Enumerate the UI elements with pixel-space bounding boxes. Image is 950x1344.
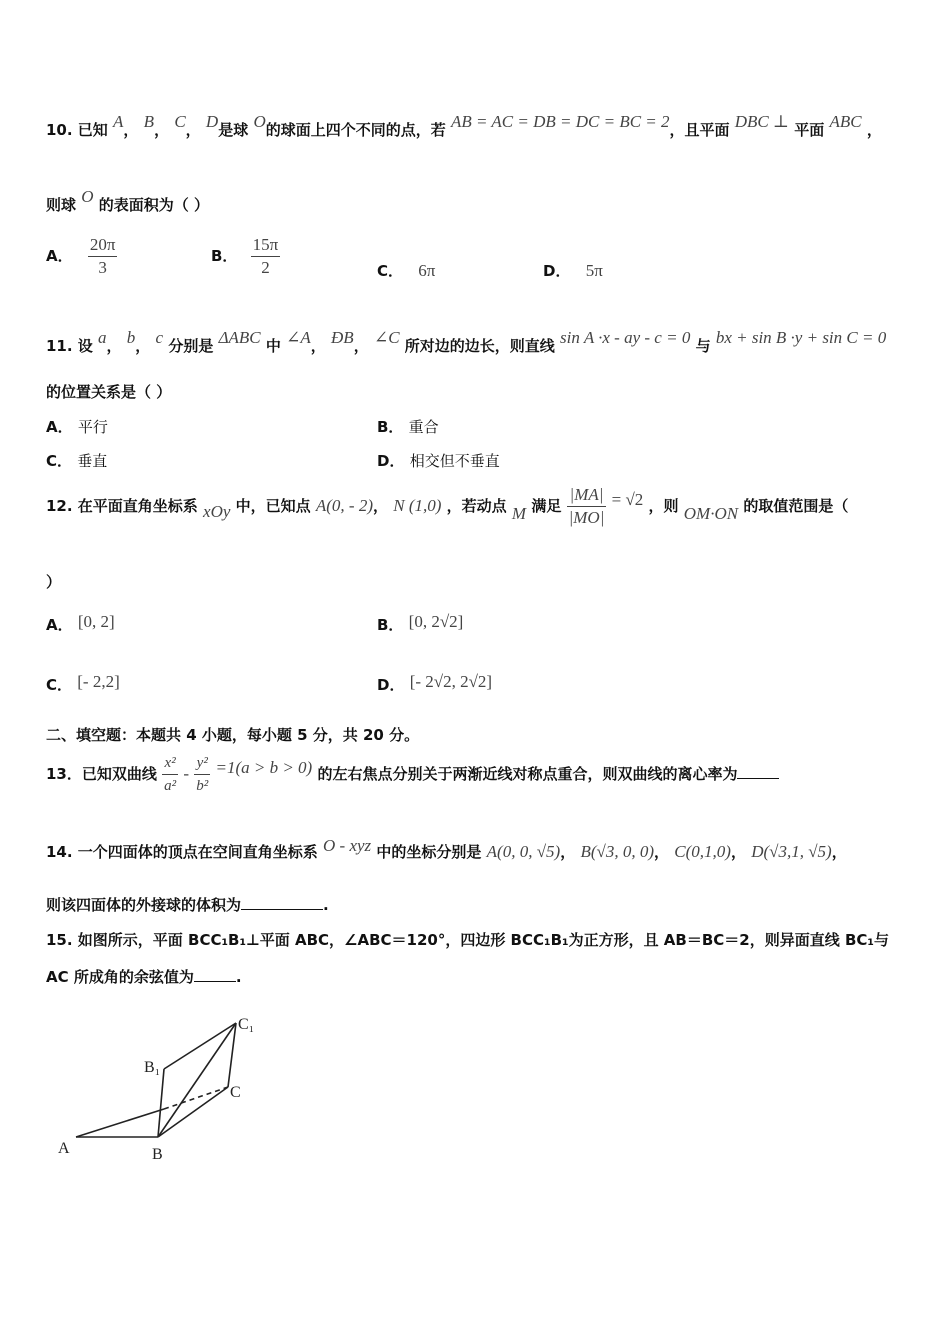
q11-line1: [46, 328, 886, 356]
q10-plane-dbc: DBC ⊥: [734, 112, 790, 131]
denominator: 2: [261, 258, 270, 277]
q10-equation: AB = AC = DB = DC = BC = 2: [450, 112, 670, 131]
angle-b: ÐB: [331, 328, 354, 347]
label-b1: B₁: [144, 1059, 161, 1076]
q10-text: 是球: [218, 121, 249, 139]
q10-text: ，: [866, 121, 882, 139]
denominator: |MO|: [568, 508, 605, 527]
option-value: 相交但不垂直: [409, 452, 500, 470]
q10-point-b: B: [143, 112, 155, 131]
q11-number: 11. 设: [46, 337, 93, 355]
comma: ，: [185, 121, 201, 139]
side-b: b: [126, 328, 136, 347]
option-label: B．: [211, 247, 238, 265]
q10-option-d[interactable]: [543, 260, 603, 281]
period: .: [235, 968, 242, 986]
option-value: 垂直: [77, 452, 108, 470]
point-d: D(√3,1, √5): [751, 842, 832, 861]
label-c1: C₁: [238, 1016, 255, 1033]
triangle-abc: ΔABC: [218, 328, 261, 347]
edge-bc1: [158, 1023, 236, 1137]
q15-text: AC 所成角的余弦值为: [46, 968, 194, 986]
q14-line1: [46, 836, 847, 862]
q15-answer-blank[interactable]: [194, 969, 236, 982]
q13-x-fraction: [162, 752, 178, 797]
minus-sign: -: [183, 764, 190, 783]
q11-option-d[interactable]: [377, 450, 500, 471]
q13-y-fraction: [194, 752, 210, 797]
side-a: a: [98, 328, 107, 347]
q11-line2: 的位置关系是（ ）: [46, 383, 172, 401]
q11-text: 与: [695, 337, 711, 355]
q12-line1: [46, 484, 848, 529]
option-value: 重合: [408, 418, 439, 436]
comma: ，: [654, 843, 670, 861]
comma: ，: [310, 337, 326, 355]
comma: ，: [106, 337, 122, 355]
q10-text: 的表面积为（ ）: [98, 196, 209, 214]
option-label: A．: [46, 616, 73, 634]
edge-ac-hidden: [164, 1087, 228, 1109]
q13-text: 的左右焦点分别关于两渐近线对称点重合，则双曲线的离心率为: [317, 765, 738, 783]
q12-text: 满足: [531, 497, 562, 515]
comma: ，: [831, 843, 847, 861]
q11-text: 分别是: [168, 337, 214, 355]
q12-equals-root2: = √2: [611, 490, 644, 509]
point-a: A(0, - 2): [315, 496, 374, 515]
denominator: 3: [98, 258, 107, 277]
numerator: |MA|: [567, 484, 607, 507]
q10-point-d: D: [205, 112, 219, 131]
q11-text: 中: [265, 337, 281, 355]
q10-point-c: C: [174, 112, 186, 131]
point-a: A(0, 0, √5): [486, 842, 561, 861]
q10-text: 的球面上四个不同的点，若: [265, 121, 446, 139]
label-a: A: [58, 1140, 70, 1157]
option-value: [0, 2√2]: [408, 612, 464, 631]
q14-line2: [46, 894, 329, 915]
comma: ，: [353, 337, 369, 355]
numerator: 20π: [88, 234, 118, 257]
option-value: 6π: [418, 261, 436, 280]
q12-line2: ）: [46, 573, 62, 591]
option-label: D．: [377, 452, 405, 470]
q10-number: 10. 已知: [46, 121, 108, 139]
q10-line2: [46, 187, 209, 215]
option-label: B．: [377, 418, 404, 436]
numerator: y²: [194, 752, 210, 775]
q12-option-d[interactable]: [377, 672, 492, 695]
option-label: D．: [377, 676, 405, 694]
q14-answer-blank[interactable]: [241, 897, 323, 910]
q15-line1: 15. 如图所示，平面 BCC₁B₁⊥平面 ABC，∠ABC＝120°，四边形 BCC₁B₁为正方形，且 AB＝BC＝2，则异面直线 BC₁与: [46, 931, 889, 949]
q12-option-a[interactable]: [46, 612, 115, 635]
angle-c: ∠C: [373, 328, 400, 347]
q10-sphere-o: O: [253, 112, 266, 131]
q12-text: ，若动点: [446, 497, 507, 515]
q12-ratio-fraction: [567, 484, 607, 529]
q12-text: 中，已知点: [235, 497, 311, 515]
q10-option-b-fraction: [251, 234, 281, 279]
edge-bb1: [158, 1069, 164, 1137]
q14-number: 14. 一个四面体的顶点在空间直角坐标系: [46, 843, 318, 861]
option-label: D．: [543, 262, 571, 280]
q14-text: 则该四面体的外接球的体积为: [46, 896, 242, 914]
q10-text: ，且平面: [669, 121, 730, 139]
label-c: C: [230, 1084, 241, 1101]
angle-a: ∠A: [286, 328, 311, 347]
q10-text: 则球: [46, 196, 77, 214]
q10-plane-abc: ABC: [829, 112, 862, 131]
q11-option-a[interactable]: [46, 416, 108, 437]
option-label: C．: [46, 452, 73, 470]
option-label: B．: [377, 616, 404, 634]
q11-line-equation-2: bx + sin B ·y + sin C = 0: [715, 328, 887, 347]
option-value: [- 2√2, 2√2]: [409, 672, 493, 691]
option-label: C．: [46, 676, 73, 694]
q12-option-b[interactable]: [377, 612, 463, 635]
numerator: 15π: [251, 234, 281, 257]
q13-answer-blank[interactable]: [737, 766, 779, 779]
q10-point-a: A: [113, 112, 124, 131]
option-value: 5π: [585, 261, 603, 280]
q11-line-equation-1: sin A ·x - ay - c = 0: [560, 328, 691, 347]
point-m: M: [511, 504, 527, 523]
q10-option-c[interactable]: [377, 260, 435, 281]
dot-product: OM·ON: [683, 504, 739, 523]
coordinate-system: O - xyz: [323, 836, 372, 855]
comma: ，: [373, 497, 389, 515]
q15-line2: [46, 966, 242, 987]
denominator: b²: [196, 778, 209, 794]
q12-number: 12. 在平面直角坐标系: [46, 497, 198, 515]
option-label: A．: [46, 247, 73, 265]
numerator: x²: [162, 752, 178, 775]
q12-option-c[interactable]: [46, 672, 120, 695]
point-c: C(0,1,0): [674, 842, 731, 861]
comma: ，: [135, 337, 151, 355]
q11-text: 所对边的边长，则直线: [404, 337, 555, 355]
q11-option-c[interactable]: [46, 450, 107, 471]
comma: ，: [123, 121, 139, 139]
coordinate-system: xOy: [203, 502, 231, 521]
q14-text: 中的坐标分别是: [376, 843, 482, 861]
q12-text: ，则: [648, 497, 679, 515]
q10-option-b[interactable]: [211, 234, 280, 279]
comma: ，: [730, 843, 746, 861]
q10-option-a-fraction: [88, 234, 118, 279]
denominator: a²: [164, 778, 177, 794]
edge-b1c1: [164, 1023, 236, 1069]
period: .: [323, 896, 329, 914]
q10-option-a[interactable]: [46, 234, 117, 279]
q12-text: 的取值范围是（: [743, 497, 849, 515]
edge-ac-solid: [76, 1109, 164, 1137]
comma: ，: [154, 121, 170, 139]
option-value: [- 2,2]: [77, 672, 120, 691]
label-b: B: [152, 1146, 163, 1163]
q11-option-b[interactable]: [377, 416, 439, 437]
q10-text: 平面: [794, 121, 825, 139]
edge-bc: [158, 1087, 228, 1137]
q13-condition: =1(a > b > 0): [215, 758, 313, 777]
q13-line: [46, 752, 779, 797]
option-label: A．: [46, 418, 73, 436]
option-value: 平行: [77, 418, 108, 436]
q10-line1: [46, 112, 882, 140]
side-c: c: [155, 328, 164, 347]
option-value: [0, 2]: [77, 612, 115, 631]
q10-sphere-o: O: [81, 187, 94, 206]
option-label: C．: [377, 262, 404, 280]
point-b: B(√3, 0, 0): [580, 842, 655, 861]
q15-geometry-figure: [50, 1005, 290, 1175]
point-n: N (1,0): [393, 496, 442, 515]
q13-number: 13．已知双曲线: [46, 765, 157, 783]
section-heading: 二、填空题：本题共 4 小题，每小题 5 分，共 20 分。: [46, 726, 420, 744]
comma: ，: [560, 843, 576, 861]
